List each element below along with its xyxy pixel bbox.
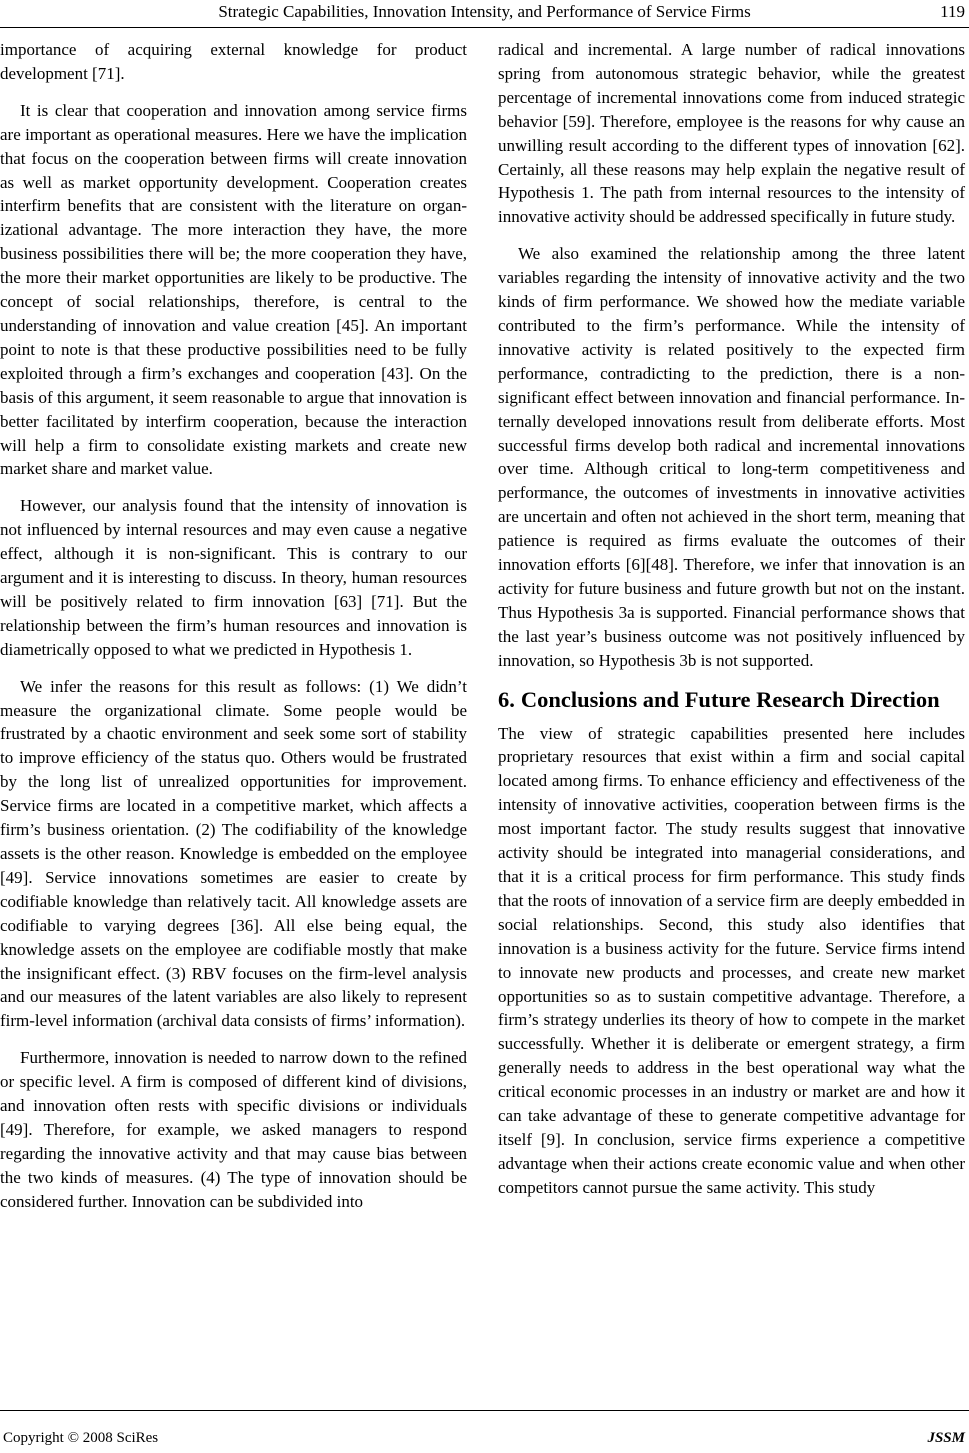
footer-divider [0, 1410, 969, 1411]
section-title: Conclusions and Future Research Direction [520, 686, 940, 712]
section-number: 6. [498, 686, 515, 712]
copyright-notice: Copyright © 2008 SciRes [3, 1430, 159, 1446]
paragraph: However, our analysis found that the intensity of innovation is not influenced by internal resources and may even cause a negative effect, although it is non-significant. This is contrary to our argument and it is interesting to discuss. In theory, human resources will be positively related to firm innovation [63] [71]. But the relationship between the firm’s human resources and innovation is diametrically opposed to what we predicted in Hypothesis 1. [0, 496, 467, 659]
header-divider [0, 27, 969, 28]
page-number: 119 [940, 2, 965, 21]
paragraph: It is clear that cooperation and innovation among service firms are important as operational measures. Here we have the implication that focus on the cooperation between firms will create innovation as well as market opportunity development. Cooperation creates interfirm benefits that are consistent with the literature on organizational advantage. The more interaction they have, the more business possibilities there will be; the more cooperation they have, the more their market opportunities are likely to be productive. The concept of social relationships, therefore, is central to the understanding of innovation and value creation [45]. An important point to note is that these productive possibilities need to be fully exploited through a firm’s exchanges and cooperation [43]. On the basis of this argument, it seem reasonable to argue that innovation is better facilitated by interfirm cooperation, because the interaction will help a firm to consolidate existing markets and create new market share and market value. [0, 100, 467, 479]
left-column [0, 38, 467, 1227]
paragraph: importance of acquiring external knowledge for product development [71]. [0, 40, 467, 83]
paragraph: Furthermore, innovation is needed to narrow down to the refined or specific level. A firm is composed of different kind of divisions, and innovation often rests with specific divisions or individuals [49]. Therefore, for example, we asked managers to respond regarding the innovative activity and that may cause bias between the two kinds of measures. (4) The type of innovation should be considered further. Innovation can be subdivided into [0, 1048, 467, 1211]
paragraph: We infer the reasons for this result as follows: (1) We didn’t measure the organizational climate. Some people would be frustrated by a chaotic environment and seek some sort of stability to improve efficiency of the status quo. Others would be frustrated by the long list of unrealized opportunities for improvement. Service firms are located in a competitive market, which affects a firm’s business orientation. (2) The codifiability of the knowledge assets is the other reason. Knowledge is embedded on the employee [49]. Service innovations sometimes are easier to create by codifiable knowledge than relatively tacit. All knowledge assets are codifiable to varying degrees [36]. All else being equal, the knowledge assets on the employee are codifiable mostly that make the insignificant effect. (3) RBV focuses on the firm-level analysis and our measures of the latent variables are also likely to represent firm-level information (archival data consists of firms’ information). [0, 676, 467, 1031]
running-title: Strategic Capabilities, Innovation Intensity, and Performance of Service Firms [218, 2, 751, 21]
section-heading [498, 686, 965, 714]
page-header [0, 0, 969, 30]
paragraph: The view of strategic capabilities presented here includes proprietary resources that exist within a firm and social capital located among firms. To enhance efficiency and effectiveness of the intensity of innovative activities, cooperation between firms is the most important factor. The study results suggest that innovative activity should be integrated into managerial considerations, and that it is a critical process for firm performance. This study finds that the roots of innovation of a service firm are deeply embedded in social relationships. Second, this study also identifies that innovation is a business activity for the future. Service firms intend to innovate new products and processes, and create new market opportunities so as to sustain competitive advantage. Therefore, a firm’s strategy underlies its theory of how to compete in the market successfully. Whether it is deliberate or emergent strategy, a firm generally needs to address in the best operational way what the critical economic processes in an industry or market are and how it can take advantage of these to generate competitive advantage for itself [9]. In conclusion, service firms experience a competitive advantage when their actions create economic value and when other competitors cannot pursue the same activity. This study [498, 723, 965, 1197]
paragraph: radical and incremental. A large number of radical innovations spring from autonomous strategic behavior, while the greatest percentage of incremental innovations come from induced strategic behavior [59]. Therefore, employee is the reasons for why cause an unwilling result according to the different types of innovation [62]. Certainly, all these reasons may help explain the negative result of Hypothesis 1. The path from internal resources to the intensity of innovative activity should be addressed specifically in future study. [498, 40, 965, 227]
paragraph: We also examined the relationship among the three latent variables regarding the intensity of innovative activity and the two kinds of firm performance. We showed how the mediate variable contributed to the firm’s performance. While the intensity of innovative activity is related positively to the expected firm performance, contradicting to the prediction, there is a non-significant effect between innovation and financial performance. Internally developed innovations result from deliberate efforts. Most successful firms develop both radical and incremental innovations over time. Although critical to long-term competitiveness and performance, the outcomes of investments in innovative activities are uncertain and often not achieved in the short term, meaning that patience is required as firms evaluate the outcomes of their innovation efforts [6][48]. Therefore, we infer that innovation is an activity for future business and future growth but not on the instant. Thus Hypothesis 3a is supported. Financial performance shows that the last year’s business outcome was not positively influenced by innovation, so Hypothesis 3b is not supported. [498, 244, 965, 670]
right-column [498, 38, 965, 1213]
journal-abbreviation: JSSM [927, 1430, 965, 1446]
